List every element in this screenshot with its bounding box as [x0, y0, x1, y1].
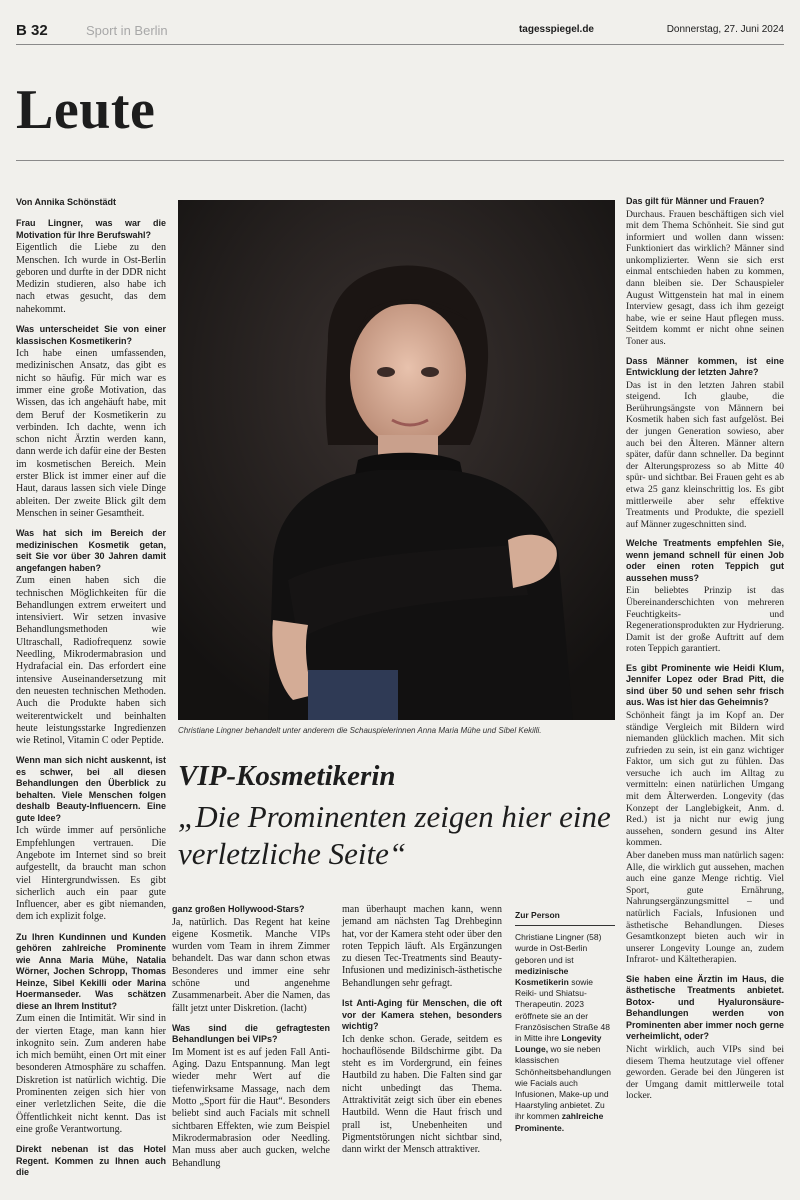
- column-5: [626, 196, 784, 1102]
- box-highlight: zahlreiche Prominente.: [515, 1111, 604, 1133]
- question: Zu Ihren Kundinnen und Kunden gehören zahlreiche Prominente wie Anna Maria Mühe, Natalia Wörner, Jochen Schropp, Thomas Heinze, Sibel Kekilli oder Marina Hoermanseder. Was schätzen diese an Ihrem Institut?: [16, 931, 166, 1011]
- photo-caption: Christiane Lingner behandelt unter anderem die Schauspielerinnen Anna Maria Mühe und Sibel Kekilli.: [178, 726, 542, 735]
- masthead: [16, 20, 784, 42]
- answer: Eigentlich die Liebe zu den Menschen. Ich wurde in Ost-Berlin geboren und durfte in der DDR nicht Medizin studieren, also habe ich nach etwas gesucht, das dem nahekommt.: [16, 242, 166, 315]
- portrait-photo: [178, 200, 615, 720]
- byline: Von Annika Schönstädt: [16, 197, 117, 207]
- question: Sie haben eine Ärztin im Haus, die ästhetische Treatments anbietet. Botox- und Hyaluronsäure-Behandlungen werden von Prominenten aber immer noch gerne verheimlicht, oder?: [626, 973, 784, 1042]
- question: Was hat sich im Bereich der medizinischen Kosmetik getan, seit Sie vor über 30 Jahren damit angefangen haben?: [16, 528, 166, 573]
- answer: Nicht wirklich, auch VIPs sind bei diesem Thema heutzutage viel offener geworden. Gerade bei den Jüngeren ist der Umgang damit mittlerweile total locker.: [626, 1043, 784, 1102]
- column-3: [342, 904, 502, 1157]
- answer: Ich würde immer auf persönliche Empfehlungen vertrauen. Die Angebote im Internet sind so breit aufgestellt, da braucht man schon viel Hintergrundwissen. Es gibt sicherlich auch ein paar gute Influencer, aber es gibt niemanden, dem ich explizit folge.: [16, 825, 166, 923]
- headline-roofline: VIP-Kosmetikerin: [178, 760, 396, 792]
- issue-date: Donnerstag, 27. Juni 2024: [666, 24, 784, 35]
- portrait-illustration: [178, 200, 615, 720]
- box-title: Zur Person: [515, 910, 615, 926]
- answer: man überhaupt machen kann, wenn jemand am nächsten Tag Drehbeginn hat, vor der Kamera steht oder über den roten Teppich läuft. Als Ergänzungen zu diesen Tec-Treatments sind Beauty-Infusionen und medizinisch-ästhetische Behandlungen sehr gefragt.: [342, 904, 502, 989]
- masthead-rule: [16, 44, 784, 45]
- headline-main: „Die Prominenten zeigen hier eine verletzliche Seite“: [178, 799, 611, 871]
- answer: Das ist in den letzten Jahren stabil steigend. Ich glaube, die Berührungsängste von Männern bei Kosmetik haben sich fast aufgelöst. Bei der jungen Generation sowieso, aber auch bei den Älteren. Männer altern später, dafür dann schneller. Da beginnt der Alterungsprozess so ab Mitte 40 spür- und sichtbar. Bei Frauen geht es ab etwa 25 ganz kleinschrittig los. Es gibt mittlerweile aber sehr effektive Treatments und Produkte, die speziell auf Männer zugeschnitten sind.: [626, 379, 784, 530]
- answer: Ich habe einen umfassenden, medizinischen Ansatz, das gibt es nicht so häufig. Für mich war es immer eine große Motivation, das Wissen, das ich angehäuft habe, mit dem Beruf der Kosmetikerin zu verbinden. Ich dachte, wenn ich schon nicht Ärztin werden kann, dann werde ich dafür eine der Besten im kosmetischen Bereich. Mein erster Blick ist immer einer auf die Haut, daraus lassen sich viele Dinge ableiten. Der zweite Blick gilt dem Menschen in seiner Gesamtheit.: [16, 348, 166, 519]
- answer: Zum einen die Intimität. Wir sind in der vierten Etage, man kann hier inkognito sein. Zum anderen habe ich mich bemüht, einen Ort mit einer besonderen Atmosphäre zu schaffen. Diskretion ist natürlich wichtig. Die Prominenten zeigen sich hier von einer verletzlichen Seite, die die Öffentlichkeit nicht kennt. Das ist eine große Verantwortung.: [16, 1013, 166, 1135]
- page-number: B 32: [16, 22, 48, 39]
- answer: Ein beliebtes Prinzip ist das Übereinanderschichten von mehreren Feuchtigkeits- und Regenerationsprodukten zur Hydrierung. Damit ist der große Auftritt auf dem roten Teppich garantiert.: [626, 585, 784, 655]
- box-text: wo sie neben klassischen Schönheitsbehandlungen wie Facials auch Infusionen, Make-up und Haarstyling anbietet. Zu ihr kommen: [515, 1044, 611, 1122]
- question: Ist Anti-Aging für Menschen, die oft vor der Kamera stehen, besonders wichtig?: [342, 998, 502, 1032]
- question: Was unterscheidet Sie von einer klassischen Kosmetikerin?: [16, 324, 166, 346]
- column-1: [16, 196, 166, 1179]
- answer: Ja, natürlich. Das Regent hat keine eigene Kosmetik. Manche VIPs wurden vom Team in ihrem Zimmer behandelt. Das war dann schon etwas Besonderes und immer eine sehr schöne und angenehme Zusammenarbeit. Aber die Namen, das fällt jetzt unter Diskretion. (lacht): [172, 916, 330, 1014]
- box-text: sowie Reiki- und Shiatsu-Therapeutin. 2023 eröffnete sie an der Französischen Straße 48 in Mitte ihre: [515, 977, 610, 1044]
- question: Es gibt Prominente wie Heidi Klum, Jennifer Lopez oder Brad Pitt, die sind über 50 und sehen sehr frisch aus. Was ist hier das Geheimnis?: [626, 662, 784, 708]
- answer: Im Moment ist es auf jeden Fall Anti-Aging. Dazu Entspannung. Man legt wieder mehr Wert auf die tiefenwirksame Massage, nach dem Motto „Sport für die Haut“. Besonders beliebt sind auch Facials mit schnell sichtbaren Effekten, wie zum Beispiel Mikrodermabrasion oder Needling. Man muss aber auch gucken, welche Behandlung: [172, 1046, 330, 1169]
- box-text: Christiane Lingner (58) wurde in Ost-Berlin geboren und ist: [515, 932, 602, 965]
- kicker-rule: [16, 160, 784, 161]
- zur-person-box: [515, 910, 615, 1134]
- bleed-through-texture: [340, 55, 780, 135]
- answer: Aber daneben muss man natürlich sagen: Alle, die wirklich gut aussehen, machen auch eine ganze Menge richtig. Viel Sport, gute Ernährung, Nahrungsergänzungsmittel – und natürlich Facials, Infusionen und ästhetische Behandlungen. Dieses Gesamtkonzept bieten auch wir in unserer Longevity Lounge an, zudem Infrarot- und Kältetherapien.: [626, 850, 784, 966]
- question: Direkt nebenan ist das Hotel Regent. Kommen zu Ihnen auch die: [16, 1144, 166, 1178]
- question: Welche Treatments empfehlen Sie, wenn jemand schnell für einen Job oder einen roten Teppich gut aussehen muss?: [626, 538, 784, 583]
- answer: Schönheit fängt ja im Kopf an. Der ständige Vergleich mit Bildern wird niemanden glücklich machen. Mit sich zufrieden zu sein, ist ein ganz wichtiger Faktor, um sich gut zu fühlen. Das versuche ich auch im Alltag zu vermitteln: einen natürlichen Umgang mit dem Älterwerden. Longevity (das Konzept der Langlebigkeit, Anm. d. Red.) ist ja nicht nur ewig jung aussehen, sondern gesund ins Alter kommen.: [626, 709, 784, 849]
- question: Was sind die gefragtesten Behandlungen bei VIPs?: [172, 1022, 330, 1045]
- answer: Zum einen haben sich die technischen Möglichkeiten für die Behandlungen extrem erweitert und intensiviert. Wir setzen invasive Behandlungsmethoden wie Ultraschall, Radiofrequenz sowie Needling, Mikrodermabrasion und Hydrafacial ein. Das erfordert eine intensive Auseinandersetzung mit den neuesten technischen Methoden. Auch die Produkte haben sich weiterentwickelt und beinhalten heute leistungsstarke Ingredienzen wie Retinol, Vitamin C oder Peptide.: [16, 575, 166, 747]
- question: Dass Männer kommen, ist eine Entwicklung der letzten Jahre?: [626, 355, 784, 378]
- question: Frau Lingner, was war die Motivation für Ihre Berufswahl?: [16, 218, 166, 240]
- question: ganz großen Hollywood-Stars?: [172, 904, 305, 914]
- site-name: tagesspiegel.de: [518, 24, 594, 35]
- question: Wenn man sich nicht auskennt, ist es schwer, bei all diesen Behandlungen den Überblick zu behalten. Viele Menschen folgen deshalb Beauty-Influencern. Eine gute Idee?: [16, 755, 166, 823]
- section-kicker: Leute: [16, 79, 156, 141]
- section-name: Sport in Berlin: [86, 23, 168, 38]
- answer: Ich denke schon. Gerade, seitdem es hochauflösende Bildschirme gibt. Da steht es im Vordergrund, ein feines Hautbild zu haben. Die Falten sind gar nicht unbedingt das Thema. Attraktivität zeigt sich über ein ebenes Hautbild. Wenn die Haut frisch und prall ist, Unebenheiten und Pigmentstörungen nicht sichtbar sind, dann wirkt der Mensch attraktiver.: [342, 1033, 502, 1156]
- box-highlight: medizinische Kosmetikerin: [515, 965, 569, 988]
- column-2: [172, 904, 330, 1170]
- box-highlight: Longevity Lounge,: [515, 1033, 602, 1055]
- answer: Durchaus. Frauen beschäftigen sich viel mit dem Thema Schönheit. Sie sind gut informiert und wollen dann wissen: Funktioniert das wirklich? Männer sind unkomplizierter. Wenn sie sich erst einmal entschieden haben zu kommen, dann bleiben sie. Der Schauspieler August Wittgenstein hat mal in einem Interview gesagt, dass ich ihm gezeigt habe, wie er seine Haut pflegen muss. Seitdem kommt er nicht ohne seinen Toner aus.: [626, 208, 784, 348]
- question: Das gilt für Männer und Frauen?: [626, 196, 765, 206]
